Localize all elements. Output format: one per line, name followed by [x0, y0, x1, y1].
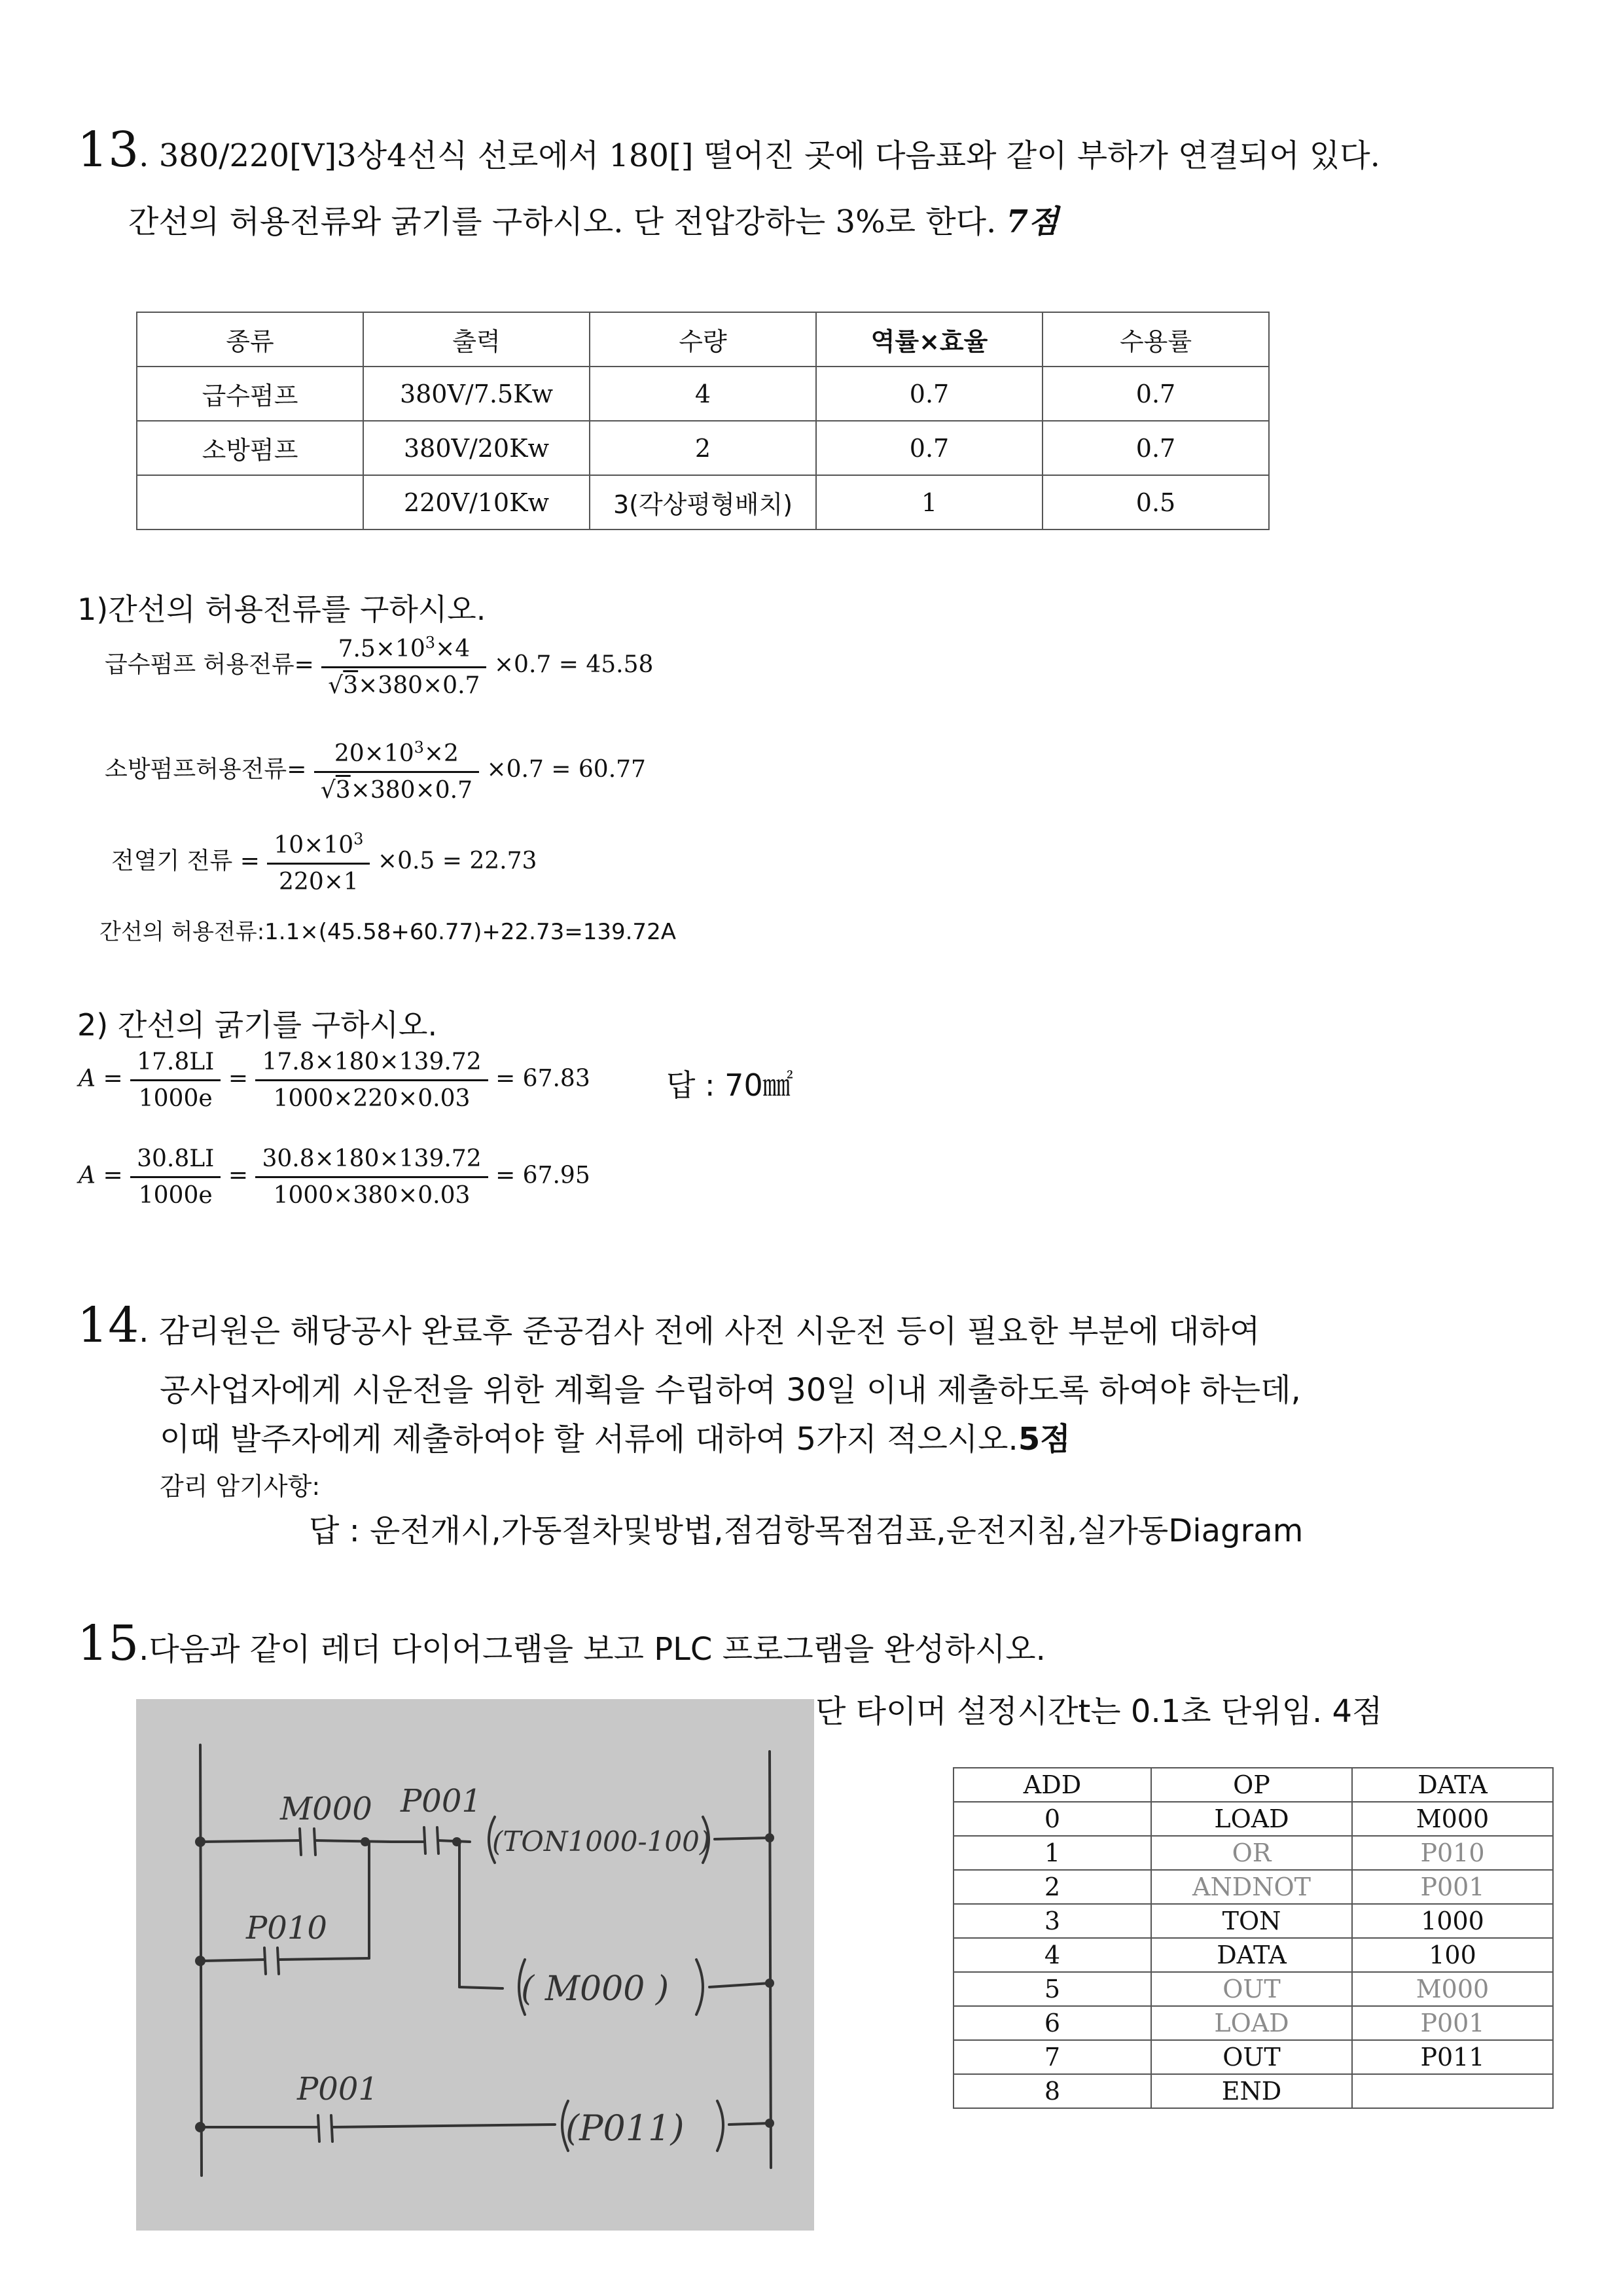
formula-fire-pump [105, 738, 646, 804]
sqrt-icon: √ [328, 672, 344, 699]
numerator: 30.8LI [130, 1145, 221, 1178]
question-14-points: 5점 [1018, 1421, 1071, 1458]
question-15-number: 15 [77, 1615, 139, 1672]
denominator: 1000×220×0.03 [273, 1085, 471, 1112]
table-cell: 0.7 [1043, 367, 1269, 421]
formula-area-220 [79, 1049, 590, 1112]
table-cell: 3 [954, 1904, 1151, 1938]
numerator: 17.8×180×139.72 [255, 1049, 488, 1081]
exponent: 3 [414, 738, 424, 757]
formula-label: 소방펌프허용전류= [105, 756, 307, 783]
ladder-diagram [136, 1699, 814, 2231]
table-cell: 0.5 [1043, 475, 1269, 529]
table-cell: 4 [590, 367, 816, 421]
table-cell: TON [1151, 1904, 1352, 1938]
numerator: 30.8×180×139.72 [255, 1145, 488, 1178]
question-14-text2: 공사업자에게 시운전을 위한 계획을 수립하여 30일 이내 제출하도록 하여야 하는데, [160, 1372, 1301, 1408]
table-header-row [137, 312, 1269, 367]
formula-result: = 67.95 [495, 1162, 590, 1189]
table-row [954, 1972, 1553, 2006]
table-cell: 2 [590, 421, 816, 475]
right-rail [770, 1751, 771, 2168]
table-cell: 1 [816, 475, 1043, 529]
contact-m000-left [300, 1829, 301, 1855]
numerator: 17.8LI [130, 1049, 221, 1081]
denominator: 220×1 [279, 869, 359, 895]
equals-sign: = [228, 1162, 248, 1189]
question-14-line1 [77, 1297, 1260, 1354]
exponent: 3 [425, 634, 436, 652]
formula-result: ×0.5 = 22.73 [377, 848, 537, 874]
table-cell: P001 [1352, 1870, 1553, 1904]
label-contact-p010: P010 [246, 1910, 327, 1946]
formula-label: 급수펌프 허용전류= [105, 651, 314, 678]
sqrt-icon: √ [320, 777, 336, 804]
contact-p001b-left [318, 2115, 319, 2142]
label-coil-ton: (TON1000-100) [492, 1825, 711, 1857]
question-13-text1: . 380/220[V]3상4선식 선로에서 180[] 떨어진 곳에 다음표와 같이 부하가 연결되어 있다. [139, 137, 1380, 174]
label-coil-m000: ( M000 ) [521, 1969, 669, 2009]
question-14-text1: . 감리원은 해당공사 완료후 준공검사 전에 사전 시운전 등이 필요한 부분에 대하여 [139, 1313, 1260, 1350]
question-14-line3 [160, 1414, 1071, 1459]
fraction [255, 1049, 488, 1112]
table-header-row [954, 1768, 1553, 1802]
table-cell: ANDNOT [1151, 1870, 1352, 1904]
table-cell: M000 [1352, 1972, 1553, 2006]
formula-supply-pump [105, 634, 653, 699]
question-15-text2: 단 타이머 설정시간t는 0.1초 단위임. 4점 [815, 1693, 1383, 1730]
table-header-cell: 수용률 [1043, 312, 1269, 367]
denominator: ×380×0.7 [350, 777, 473, 804]
contact-p001b-right [331, 2115, 332, 2142]
question-13-line1 [77, 122, 1380, 178]
formula-label: 전열기 전류 = [111, 848, 260, 874]
table-header-cell: ADD [954, 1768, 1151, 1802]
root-value: 3 [343, 672, 359, 699]
table-row [954, 1870, 1553, 1904]
table-cell: 6 [954, 2006, 1151, 2040]
table-header-cell: 수량 [590, 312, 816, 367]
table-cell: 0.7 [816, 367, 1043, 421]
table-cell: 100 [1352, 1938, 1553, 1972]
table-row [954, 1802, 1553, 1836]
fraction [267, 830, 370, 895]
table-header-cell: 종류 [137, 312, 363, 367]
fraction [130, 1049, 221, 1112]
question-13-line2 [128, 196, 1058, 242]
formula-lhs: A = [79, 1065, 123, 1092]
table-header-cell: 역률×효율 [816, 312, 1043, 367]
table-header-cell: OP [1151, 1768, 1352, 1802]
table-row [954, 1938, 1553, 1972]
question-14-note: 감리 암기사항: [160, 1472, 321, 1501]
table-cell: OUT [1151, 1972, 1352, 2006]
table-cell: 3(각상평형배치) [590, 475, 816, 529]
question-14-answer: 답 : 운전개시,가동절차및방법,점검항목점검표,운전지침,실가동Diagram [309, 1513, 1304, 1549]
table-cell: OR [1151, 1836, 1352, 1870]
question-13-text2: 간선의 허용전류와 굵기를 구하시오. 단 전압강하는 3%로 한다. [128, 204, 997, 240]
table-cell: DATA [1151, 1938, 1352, 1972]
table-row [954, 2006, 1553, 2040]
formula-lhs: A = [79, 1162, 123, 1189]
contact-p010-right [277, 1948, 279, 1974]
table-cell: 380V/20Kw [363, 421, 590, 475]
table-cell [137, 475, 363, 529]
question-15-text1: .다음과 같이 레더 다이어그램을 보고 PLC 프로그램을 완성하시오. [139, 1631, 1046, 1668]
table-row [137, 421, 1269, 475]
table-cell: LOAD [1151, 1802, 1352, 1836]
table-row [954, 2040, 1553, 2074]
table-cell: 7 [954, 2040, 1151, 2074]
table-cell [1352, 2074, 1553, 2108]
total-current: 간선의 허용전류:1.1×(45.58+60.77)+22.73=139.72A [99, 919, 676, 945]
table-cell: LOAD [1151, 2006, 1352, 2040]
sub2-title: 2) 간선의 굵기를 구하시오. [77, 1007, 438, 1043]
question-13-points: 7점 [1006, 204, 1059, 240]
denominator: ×380×0.7 [358, 672, 480, 699]
table-cell: 5 [954, 1972, 1151, 2006]
table-cell: P001 [1352, 2006, 1553, 2040]
contact-m000-right [314, 1829, 315, 1855]
numerator: 10×10 [274, 832, 354, 859]
question-13-number: 13 [77, 122, 139, 178]
table-cell: 2 [954, 1870, 1151, 1904]
label-contact-m000: M000 [280, 1791, 372, 1827]
formula-result: ×0.7 = 60.77 [486, 756, 646, 783]
root-value: 3 [335, 777, 351, 804]
table-cell: END [1151, 2074, 1352, 2108]
table-cell: 0.7 [1043, 421, 1269, 475]
contact-p010-left [264, 1948, 266, 1974]
question-14-text3: 이때 발주자에게 제출하여야 할 서류에 대하여 5가지 적으시오. [160, 1421, 1018, 1458]
contact-p001-left [424, 1827, 425, 1854]
formula-heater [111, 830, 537, 895]
table-cell: P010 [1352, 1836, 1553, 1870]
table-cell: 4 [954, 1938, 1151, 1972]
table-row [954, 1904, 1553, 1938]
formula-result: ×0.7 = 45.58 [493, 651, 654, 678]
table-row [954, 2074, 1553, 2108]
table-cell: 1000 [1352, 1904, 1553, 1938]
label-contact-p001: P001 [401, 1783, 482, 1820]
label-coil-p011: (P011) [565, 2108, 685, 2149]
table-row [954, 1836, 1553, 1870]
answer-area: 답 : 70㎟ [666, 1067, 793, 1103]
table-header-cell: DATA [1352, 1768, 1553, 1802]
question-14-number: 14 [77, 1297, 139, 1354]
table-cell: M000 [1352, 1802, 1553, 1836]
label-contact-p001b: P001 [297, 2071, 378, 2108]
question-15-line1 [77, 1615, 1046, 1672]
table-cell: 급수펌프 [137, 367, 363, 421]
table-row [137, 475, 1269, 529]
numerator-tail: ×4 [435, 636, 471, 662]
numerator: 7.5×10 [338, 636, 425, 662]
numerator-tail: ×2 [423, 740, 459, 767]
plc-program-table [953, 1767, 1554, 2109]
fraction [321, 634, 486, 699]
equals-sign: = [228, 1065, 248, 1092]
formula-result: = 67.83 [495, 1065, 590, 1092]
load-table [136, 312, 1270, 530]
table-cell: 0 [954, 1802, 1151, 1836]
table-cell: 1 [954, 1836, 1151, 1870]
formula-area-380 [79, 1145, 590, 1209]
table-row [137, 367, 1269, 421]
table-cell: 0.7 [816, 421, 1043, 475]
ladder-background [136, 1699, 814, 2231]
table-cell: 380V/7.5Kw [363, 367, 590, 421]
exponent: 3 [353, 830, 364, 848]
fraction [314, 738, 479, 804]
table-cell: P011 [1352, 2040, 1553, 2074]
table-cell: 8 [954, 2074, 1151, 2108]
fraction [130, 1145, 221, 1209]
table-header-cell: 출력 [363, 312, 590, 367]
sub1-title: 1)간선의 허용전류를 구하시오. [77, 592, 486, 627]
table-cell: OUT [1151, 2040, 1352, 2074]
table-cell: 소방펌프 [137, 421, 363, 475]
table-cell: 220V/10Kw [363, 475, 590, 529]
denominator: 1000×380×0.03 [273, 1182, 471, 1209]
denominator: 1000e [138, 1085, 213, 1112]
denominator: 1000e [138, 1182, 213, 1209]
numerator: 20×10 [334, 740, 414, 767]
fraction [255, 1145, 488, 1209]
